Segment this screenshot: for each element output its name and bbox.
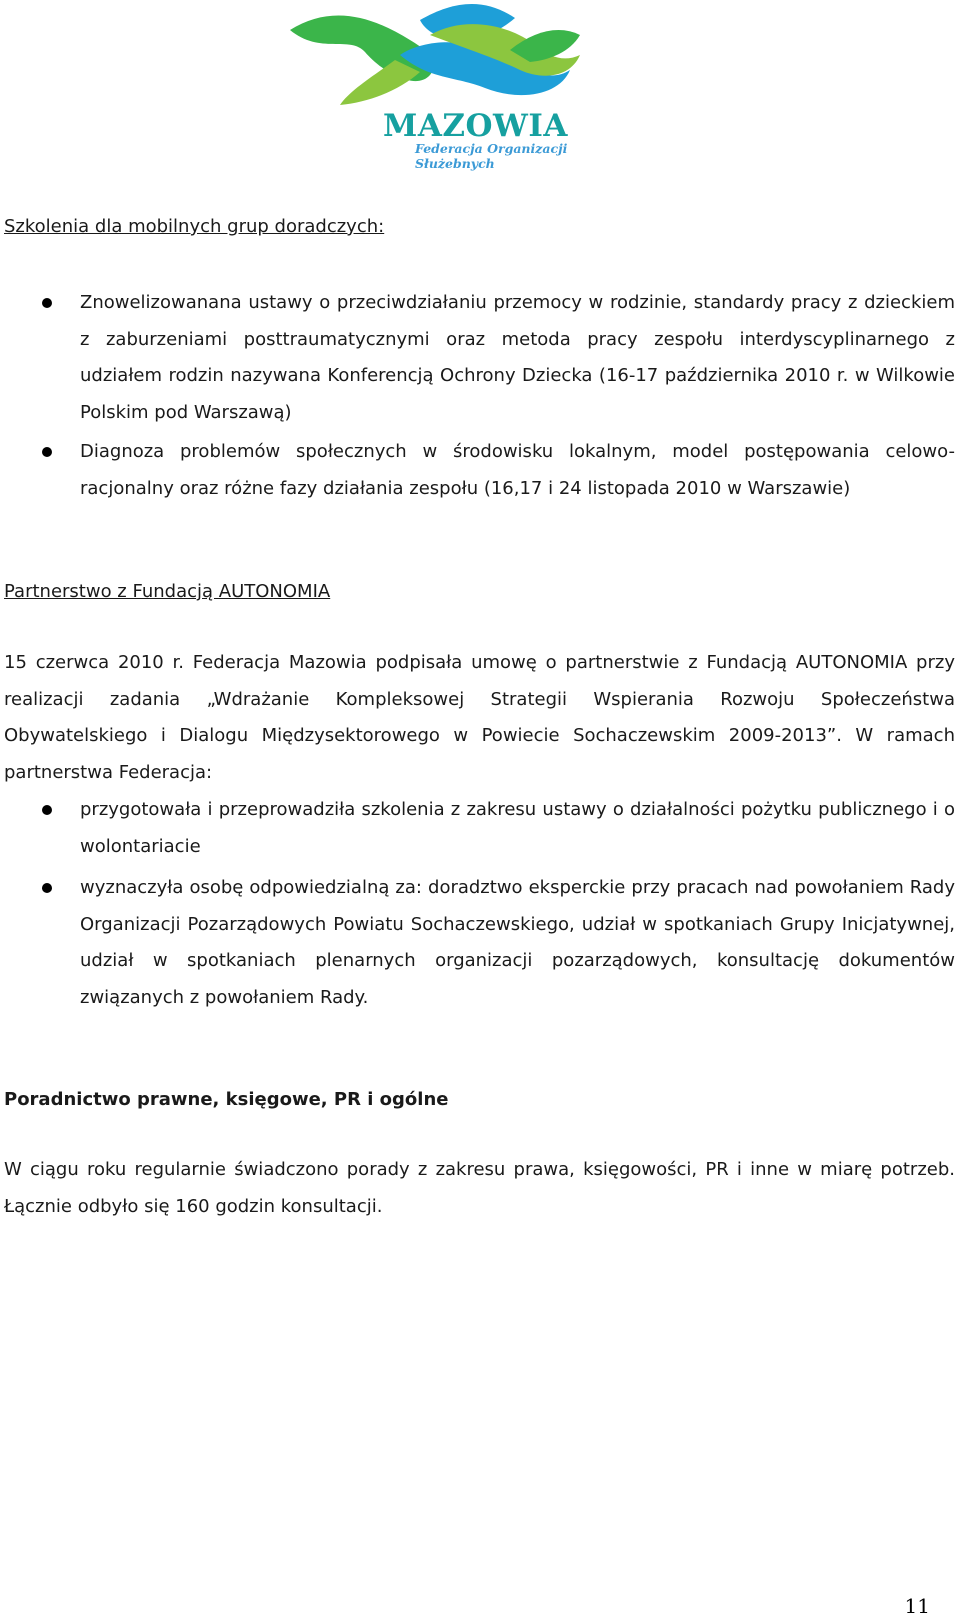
mazowia-logo bbox=[280, 0, 640, 171]
bullet-icon bbox=[42, 805, 52, 815]
list-item bbox=[4, 792, 955, 865]
paragraph: W ciągu roku regularnie świadczono porady z zakresu prawa, księgowości, PR i inne w miarę potrzeb. Łącznie odbyło się 160 godzin konsultacji. bbox=[4, 1159, 955, 1217]
list-item bbox=[4, 285, 955, 431]
list-item bbox=[4, 434, 955, 507]
bullet-icon bbox=[42, 298, 52, 308]
list-item-text: Znowelizowanana ustawy o przeciwdziałaniu przemocy w rodzinie, standardy pracy z dzieckiem z zaburzeniami posttraumatycznymi oraz metoda pracy zespołu interdyscyplinarnego z udziałem rodzin nazywana Konferencją Ochrony Dziecka (16-17 października 2010 r. w Wilkowie Polskim pod Warszawą) bbox=[80, 292, 955, 423]
bullet-icon bbox=[42, 883, 52, 893]
section-heading: Szkolenia dla mobilnych grup doradczych: bbox=[4, 216, 385, 237]
bullet-list bbox=[4, 792, 955, 1016]
section-heading: Partnerstwo z Fundacją AUTONOMIA bbox=[4, 581, 331, 602]
bullet-icon bbox=[42, 447, 52, 457]
page-number: 11 bbox=[904, 1594, 930, 1618]
bullet-list bbox=[4, 285, 955, 507]
list-item-text: Diagnoza problemów społecznych w środowisku lokalnym, model postępowania celowo-racjonalny oraz różne fazy działania zespołu (16,17 i 24 listopada 2010 w Warszawie) bbox=[80, 441, 955, 499]
list-item-text: wyznaczyła osobę odpowiedzialną za: doradztwo eksperckie przy pracach nad powołaniem Rady Organizacji Pozarządowych Powiatu Sochaczewskiego, udział w spotkaniach Grupy Inicjatywnej, udział w spotkaniach plenarnych organizacji pozarządowych, konsultację dokumentów związanych z powołaniem Rady. bbox=[80, 877, 955, 1008]
list-item-text: przygotowała i przeprowadziła szkolenia z zakresu ustawy o działalności pożytku publicznego i o wolontariacie bbox=[80, 799, 955, 857]
list-item bbox=[4, 870, 955, 1016]
knot-ribbon-logo-icon bbox=[280, 0, 640, 120]
paragraph: 15 czerwca 2010 r. Federacja Mazowia podpisała umowę o partnerstwie z Fundacją AUTONOMIA przy realizacji zadania „Wdrażanie Kompleksowej Strategii Wspierania Rozwoju Społeczeństwa Obywatelskiego i Dialogu Międzysektorowego w Powiecie Sochaczewskim 2009-2013”. W ramach partnerstwa Federacja: bbox=[4, 652, 955, 783]
logo-subtitle: Federacja Organizacji Służebnych bbox=[415, 141, 568, 171]
logo-brand-name: MAZOWIA bbox=[383, 108, 568, 144]
section-heading: Poradnictwo prawne, księgowe, PR i ogólne bbox=[4, 1089, 449, 1110]
